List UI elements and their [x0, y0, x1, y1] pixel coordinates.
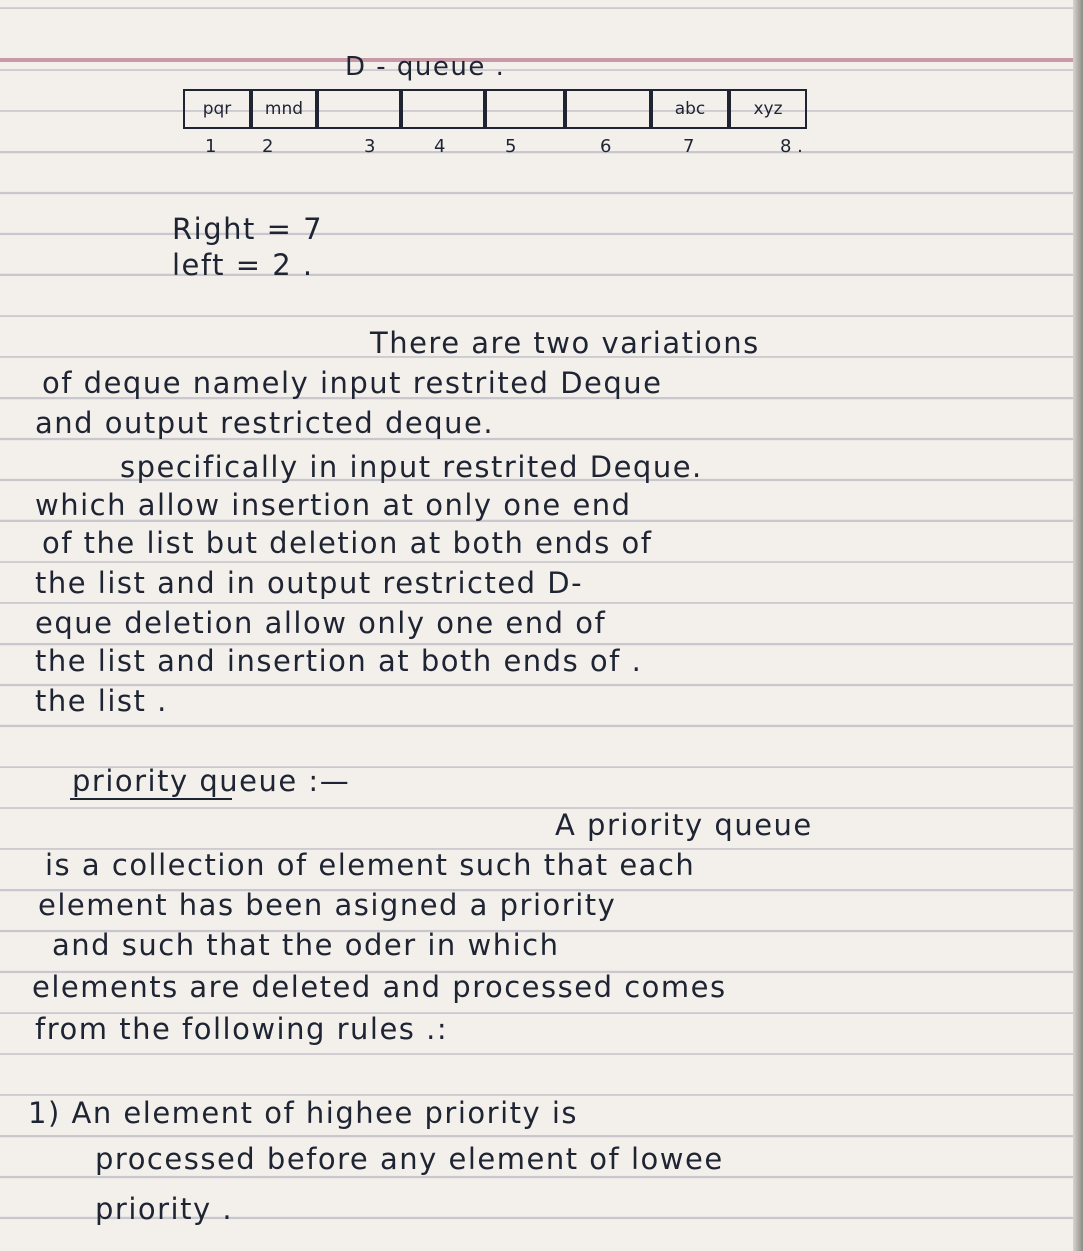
deque-cell-4	[401, 89, 485, 129]
paragraph-line: from the following rules .:	[35, 1012, 449, 1046]
paragraph-line: and output restricted deque.	[35, 406, 495, 440]
paragraph-line: the list .	[35, 684, 168, 718]
right-pointer-text: Right = 7	[172, 212, 324, 246]
deque-cell-3	[317, 89, 401, 129]
paragraph-line: element has been asigned a priority	[38, 888, 617, 922]
paragraph-line: of the list but deletion at both ends of	[42, 526, 653, 560]
heading-underline	[70, 798, 232, 800]
deque-cell-8: xyz	[729, 89, 807, 129]
paragraph-line: is a collection of element such that each	[45, 848, 696, 882]
rule-line: processed before any element of lowee	[95, 1142, 724, 1176]
paragraph-line: There are two variations	[370, 326, 760, 360]
paragraph-line: the list and insertion at both ends of .	[35, 644, 643, 678]
deque-index-1: 1	[205, 136, 217, 157]
deque-cell-7: abc	[651, 89, 729, 129]
paragraph-line: elements are deleted and processed comes	[32, 970, 727, 1004]
deque-index-5: 5	[505, 136, 517, 157]
deque-cell-1: pqr	[183, 89, 251, 129]
deque-index-7: 7	[683, 136, 695, 157]
deque-index-3: 3	[364, 136, 376, 157]
deque-cell-5	[485, 89, 565, 129]
rule-line: priority .	[95, 1192, 234, 1226]
paragraph-line: A priority queue	[555, 808, 813, 842]
paragraph-line: the list and in output restricted D-	[35, 566, 584, 600]
deque-index-4: 4	[434, 136, 446, 157]
priority-queue-heading: priority queue :—	[72, 764, 351, 798]
rule-line: 1) An element of highee priority is	[28, 1096, 579, 1130]
deque-cell-2: mnd	[251, 89, 317, 129]
page-title: D - queue .	[345, 52, 506, 82]
page-binding-edge	[1073, 0, 1083, 1251]
deque-index-2: 2	[262, 136, 274, 157]
paragraph-line: which allow insertion at only one end	[35, 488, 632, 522]
paragraph-line: and such that the oder in which	[52, 928, 560, 962]
paragraph-line: of deque namely input restrited Deque	[42, 366, 663, 400]
paragraph-line: eque deletion allow only one end of	[35, 606, 607, 640]
deque-cell-6	[565, 89, 651, 129]
page-top-margin-line	[0, 58, 1083, 62]
deque-index-6: 6	[600, 136, 612, 157]
paragraph-line: specifically in input restrited Deque.	[120, 450, 703, 484]
deque-index-8: 8 .	[780, 136, 803, 157]
left-pointer-text: left = 2 .	[172, 248, 314, 282]
